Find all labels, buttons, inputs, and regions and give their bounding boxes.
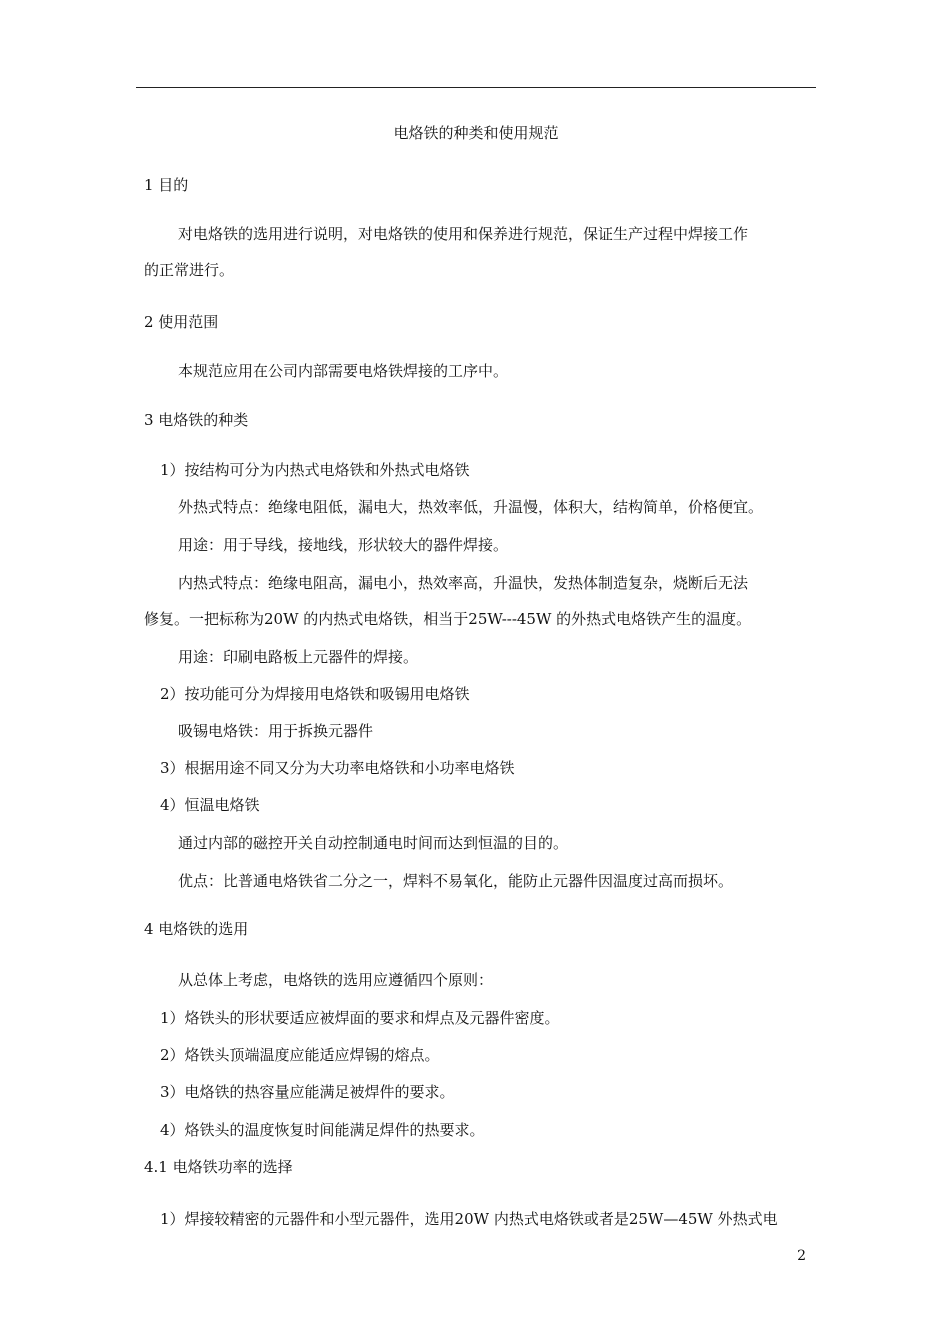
paragraph-line: 用途：用于导线，接地线，形状较大的器件焊接。 (178, 536, 509, 554)
section-heading-4: 4 电烙铁的选用 (144, 920, 249, 938)
page-number: 2 (797, 1248, 806, 1264)
list-item: 4）烙铁头的温度恢复时间能满足焊件的热要求。 (160, 1121, 485, 1139)
list-item: 3）电烙铁的热容量应能满足被焊件的要求。 (160, 1083, 455, 1101)
section-heading-2: 2 使用范围 (144, 313, 219, 331)
paragraph-line: 修复。一把标称为20W 的内热式电烙铁，相当于25W---45W 的外热式电烙铁产生的温度。 (144, 610, 752, 628)
list-item: 1）焊接较精密的元器件和小型元器件，选用20W 内热式电烙铁或者是25W—45W 外热式电 (160, 1210, 778, 1228)
paragraph-line: 的正常进行。 (144, 261, 235, 279)
document-title: 电烙铁的种类和使用规范 (393, 124, 559, 142)
paragraph-line: 对电烙铁的选用进行说明，对电烙铁的使用和保养进行规范，保证生产过程中焊接工作 (178, 225, 749, 243)
paragraph-line: 吸锡电烙铁：用于拆换元器件 (178, 722, 374, 740)
header-rule (136, 87, 816, 88)
list-item: 4）恒温电烙铁 (160, 796, 260, 814)
paragraph-line: 内热式特点：绝缘电阻高，漏电小，热效率高，升温快，发热体制造复杂，烧断后无法 (178, 574, 749, 592)
section-heading-1: 1 目的 (144, 176, 189, 194)
section-heading-3: 3 电烙铁的种类 (144, 411, 249, 429)
paragraph-line: 外热式特点：绝缘电阻低，漏电大，热效率低，升温慢，体积大，结构简单，价格便宜。 (178, 498, 764, 516)
paragraph-line: 优点：比普通电烙铁省二分之一，焊料不易氧化，能防止元器件因温度过高而损坏。 (178, 872, 734, 890)
paragraph-line: 用途：印刷电路板上元器件的焊接。 (178, 648, 419, 666)
paragraph-line: 通过内部的磁控开关自动控制通电时间而达到恒温的目的。 (178, 834, 569, 852)
paragraph-line: 从总体上考虑，电烙铁的选用应遵循四个原则： (178, 971, 494, 989)
list-item: 2）烙铁头顶端温度应能适应焊锡的熔点。 (160, 1046, 440, 1064)
list-item: 1）烙铁头的形状要适应被焊面的要求和焊点及元器件密度。 (160, 1009, 560, 1027)
list-item: 3）根据用途不同又分为大功率电烙铁和小功率电烙铁 (160, 759, 515, 777)
paragraph-line: 本规范应用在公司内部需要电烙铁焊接的工序中。 (178, 362, 509, 380)
list-item: 1）按结构可分为内热式电烙铁和外热式电烙铁 (160, 461, 470, 479)
subsection-heading-4-1: 4.1 电烙铁功率的选择 (144, 1158, 293, 1176)
list-item: 2）按功能可分为焊接用电烙铁和吸锡用电烙铁 (160, 685, 470, 703)
